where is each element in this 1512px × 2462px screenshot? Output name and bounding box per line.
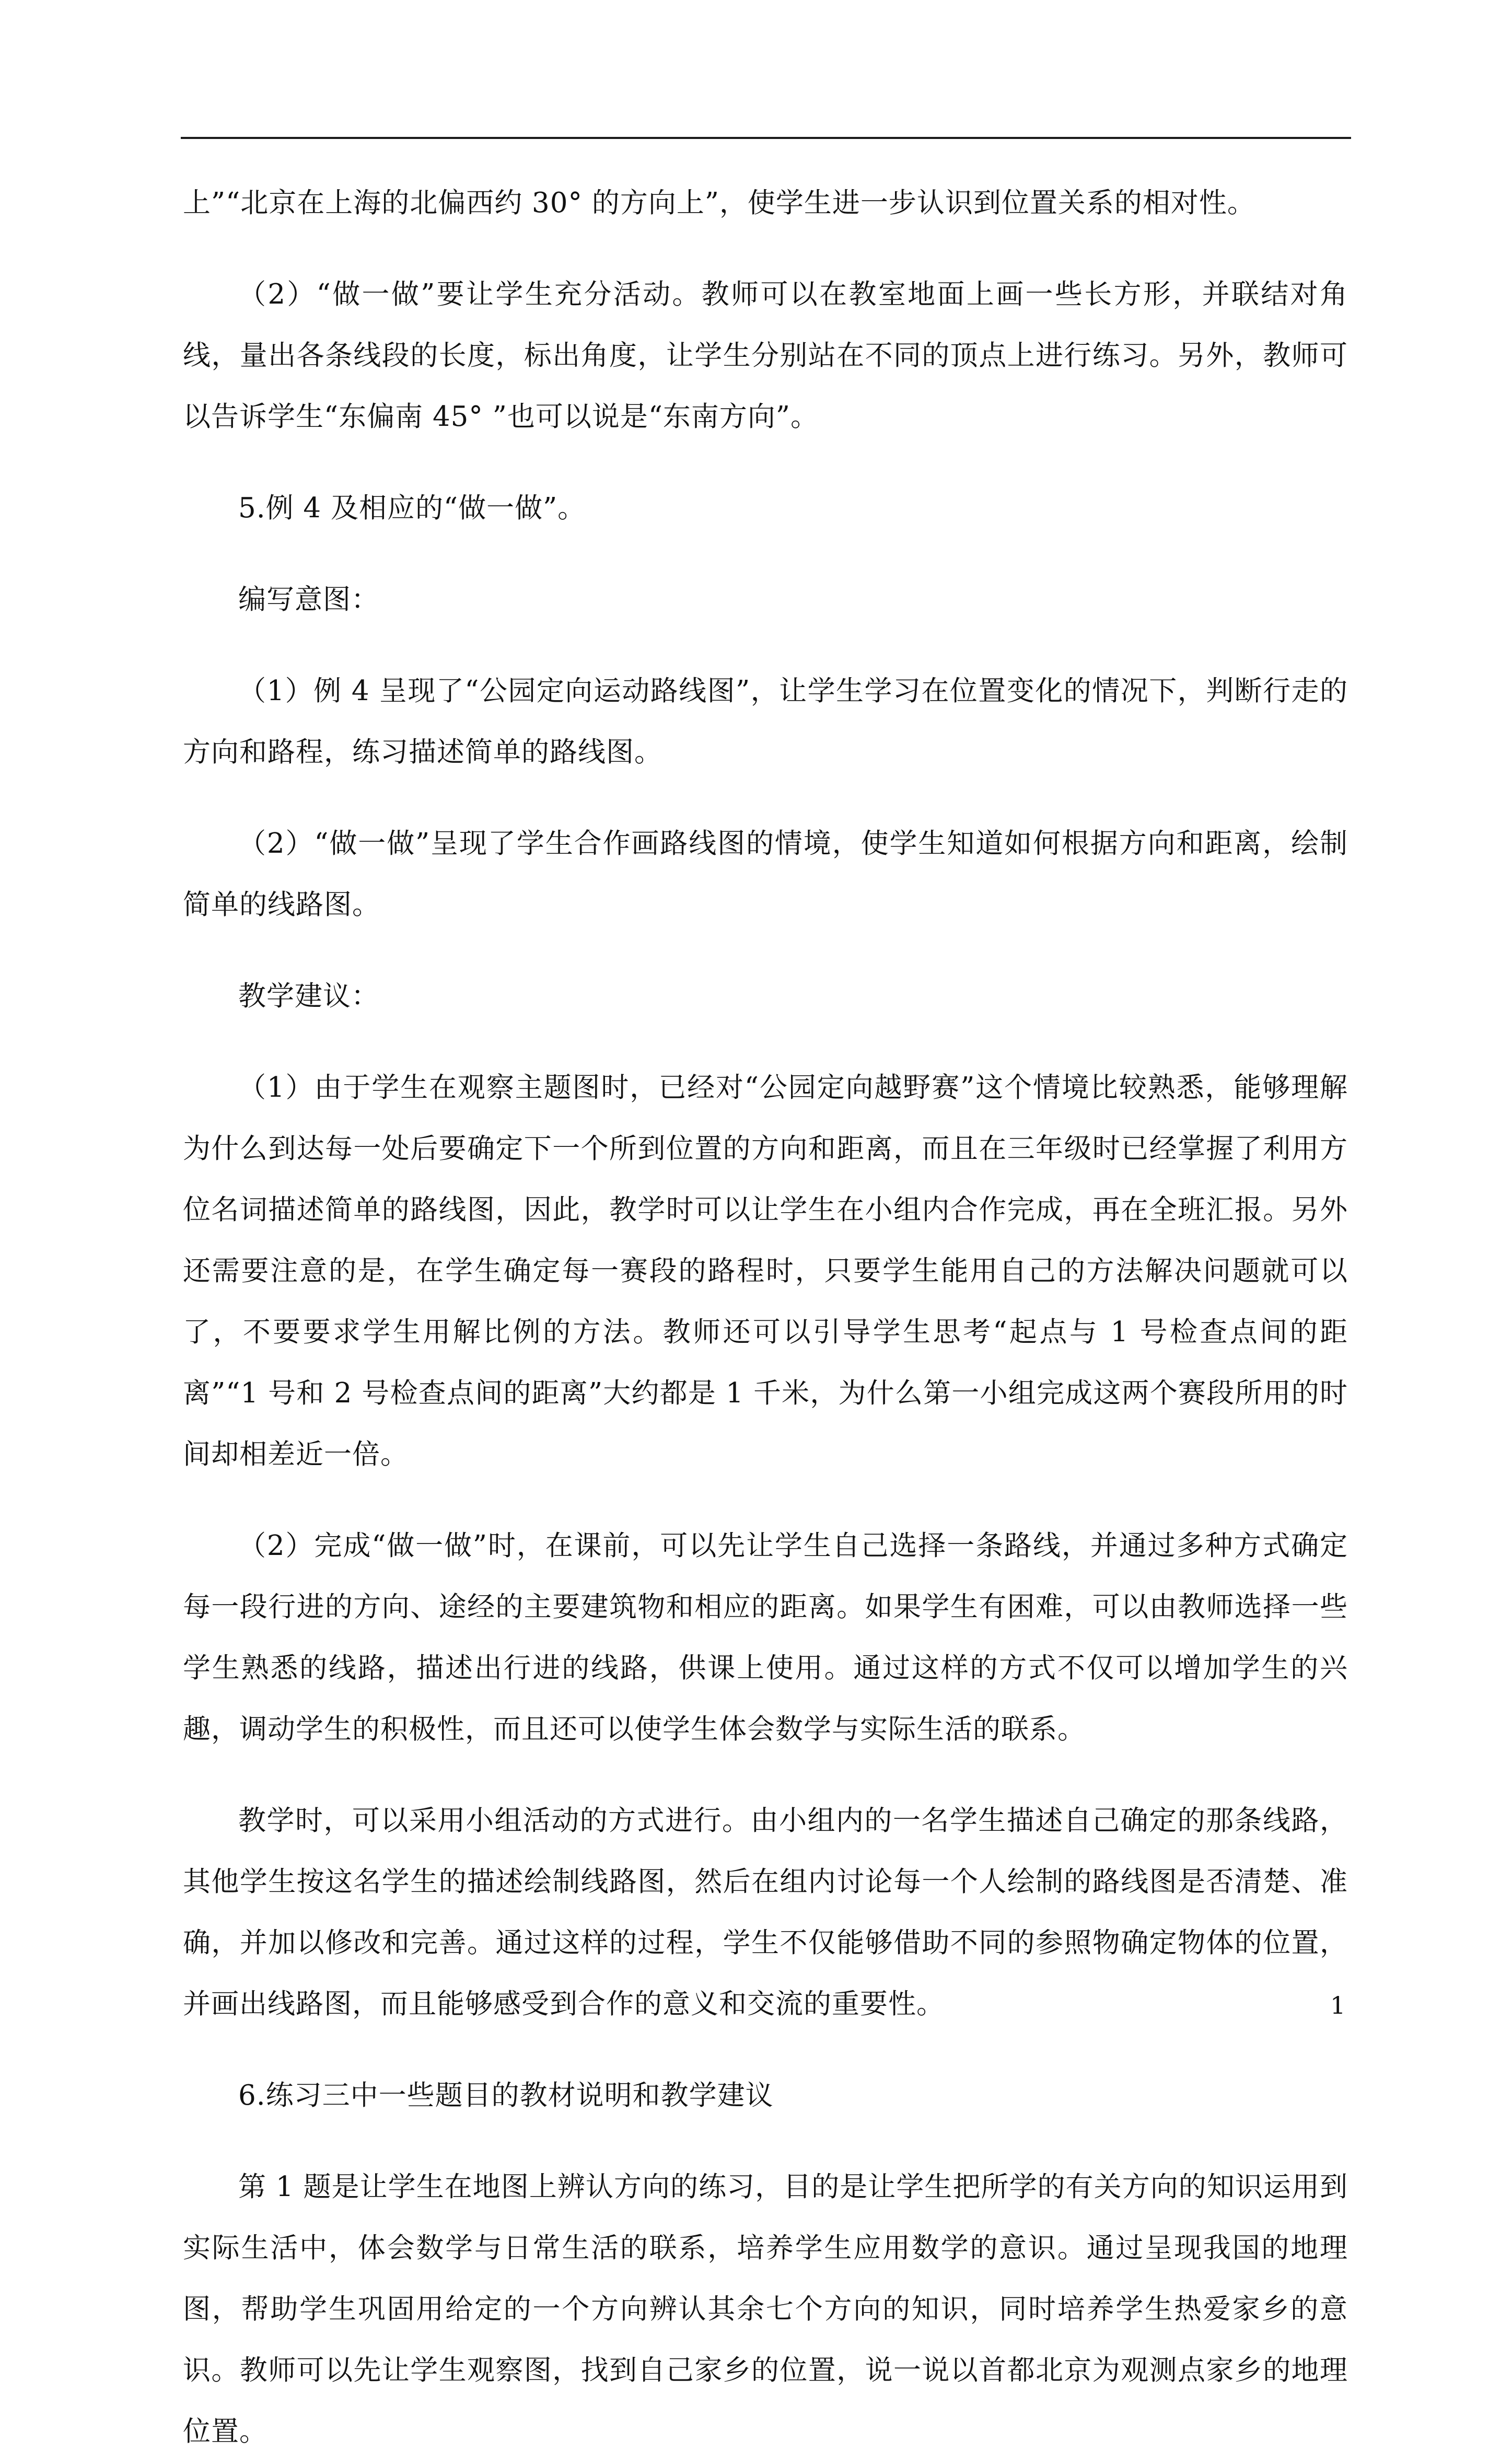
paragraph-suggestion-2: （2）完成“做一做”时，在课前，可以先让学生自己选择一条路线，并通过多种方式确定每一段行进的方向、途经的主要建筑物和相应的距离。如果学生有困难，可以由教师选择一些学生熟悉的线路，描述出行进的线路，供课上使用。通过这样的方式不仅可以增加学生的兴趣，调动学生的积极性，而且还可以使学生体会数学与实际生活的联系。 (183, 1530, 1348, 1745)
section-heading-example-4: 5.例 4 及相应的“做一做”。 (238, 492, 586, 524)
subheading-teaching-suggestions: 教学建议： (238, 980, 379, 1012)
header-rule (181, 137, 1351, 139)
paragraph-zuoyizuo-activity: （2）“做一做”要让学生充分活动。教师可以在教室地面上画一些长方形，并联结对角线，量出各条线段的长度，标出角度，让学生分别站在不同的顶点上进行练习。另外，教师可以告诉学生“东偏南 45° ”也可以说是“东南方向”。 (183, 278, 1348, 433)
paragraph-intent-1: （1）例 4 呈现了“公园定向运动路线图”，让学生学习在位置变化的情况下，判断行走的方向和路程，练习描述简单的路线图。 (183, 675, 1348, 768)
section-heading-exercise-3: 6.练习三中一些题目的教材说明和教学建议 (238, 2080, 774, 2111)
page-number: 1 (1330, 1991, 1346, 2019)
paragraph-question-1: 第 1 题是让学生在地图上辨认方向的练习，目的是让学生把所学的有关方向的知识运用到实际生活中，体会数学与日常生活的联系，培养学生应用数学的意识。通过呈现我国的地理图，帮助学生巩固用给定的一个方向辨认其余七个方向的知识，同时培养学生热爱家乡的意识。教师可以先让学生观察图，找到自己家乡的位置，说一说以首都北京为观测点家乡的地理位置。 (183, 2171, 1348, 2447)
paragraph-suggestion-1: （1）由于学生在观察主题图时，已经对“公园定向越野赛”这个情境比较熟悉，能够理解为什么到达每一处后要确定下一个所到位置的方向和距离，而且在三年级时已经掌握了利用方位名词描述简单的路线图，因此，教学时可以让学生在小组内合作完成，再在全班汇报。另外还需要注意的是，在学生确定每一赛段的路程时，只要学生能用自己的方法解决问题就可以了，不要要求学生用解比例的方法。教师还可以引导学生思考“起点与 1 号检查点间的距离”“1 号和 2 号检查点间的距离”大约都是 1 千米，为什么第一小组完成这两个赛段所用的时间却相差近一倍。 (183, 1072, 1348, 1470)
paragraph-intent-2: （2）“做一做”呈现了学生合作画路线图的情境，使学生知道如何根据方向和距离，绘制简单的线路图。 (183, 828, 1348, 921)
document-body (183, 172, 1348, 2462)
paragraph-group-activity: 教学时，可以采用小组活动的方式进行。由小组内的一名学生描述自己确定的那条线路，其他学生按这名学生的描述绘制线路图，然后在组内讨论每一个人绘制的路线图是否清楚、准确，并加以修改和完善。通过这样的过程，学生不仅能够借助不同的参照物确定物体的位置，并画出线路图，而且能够感受到合作的意义和交流的重要性。 (183, 1805, 1348, 2020)
subheading-writing-intent: 编写意图： (238, 584, 379, 616)
paragraph-continued: 上”“北京在上海的北偏西约 30° 的方向上”，使学生进一步认识到位置关系的相对性。 (183, 187, 1255, 219)
